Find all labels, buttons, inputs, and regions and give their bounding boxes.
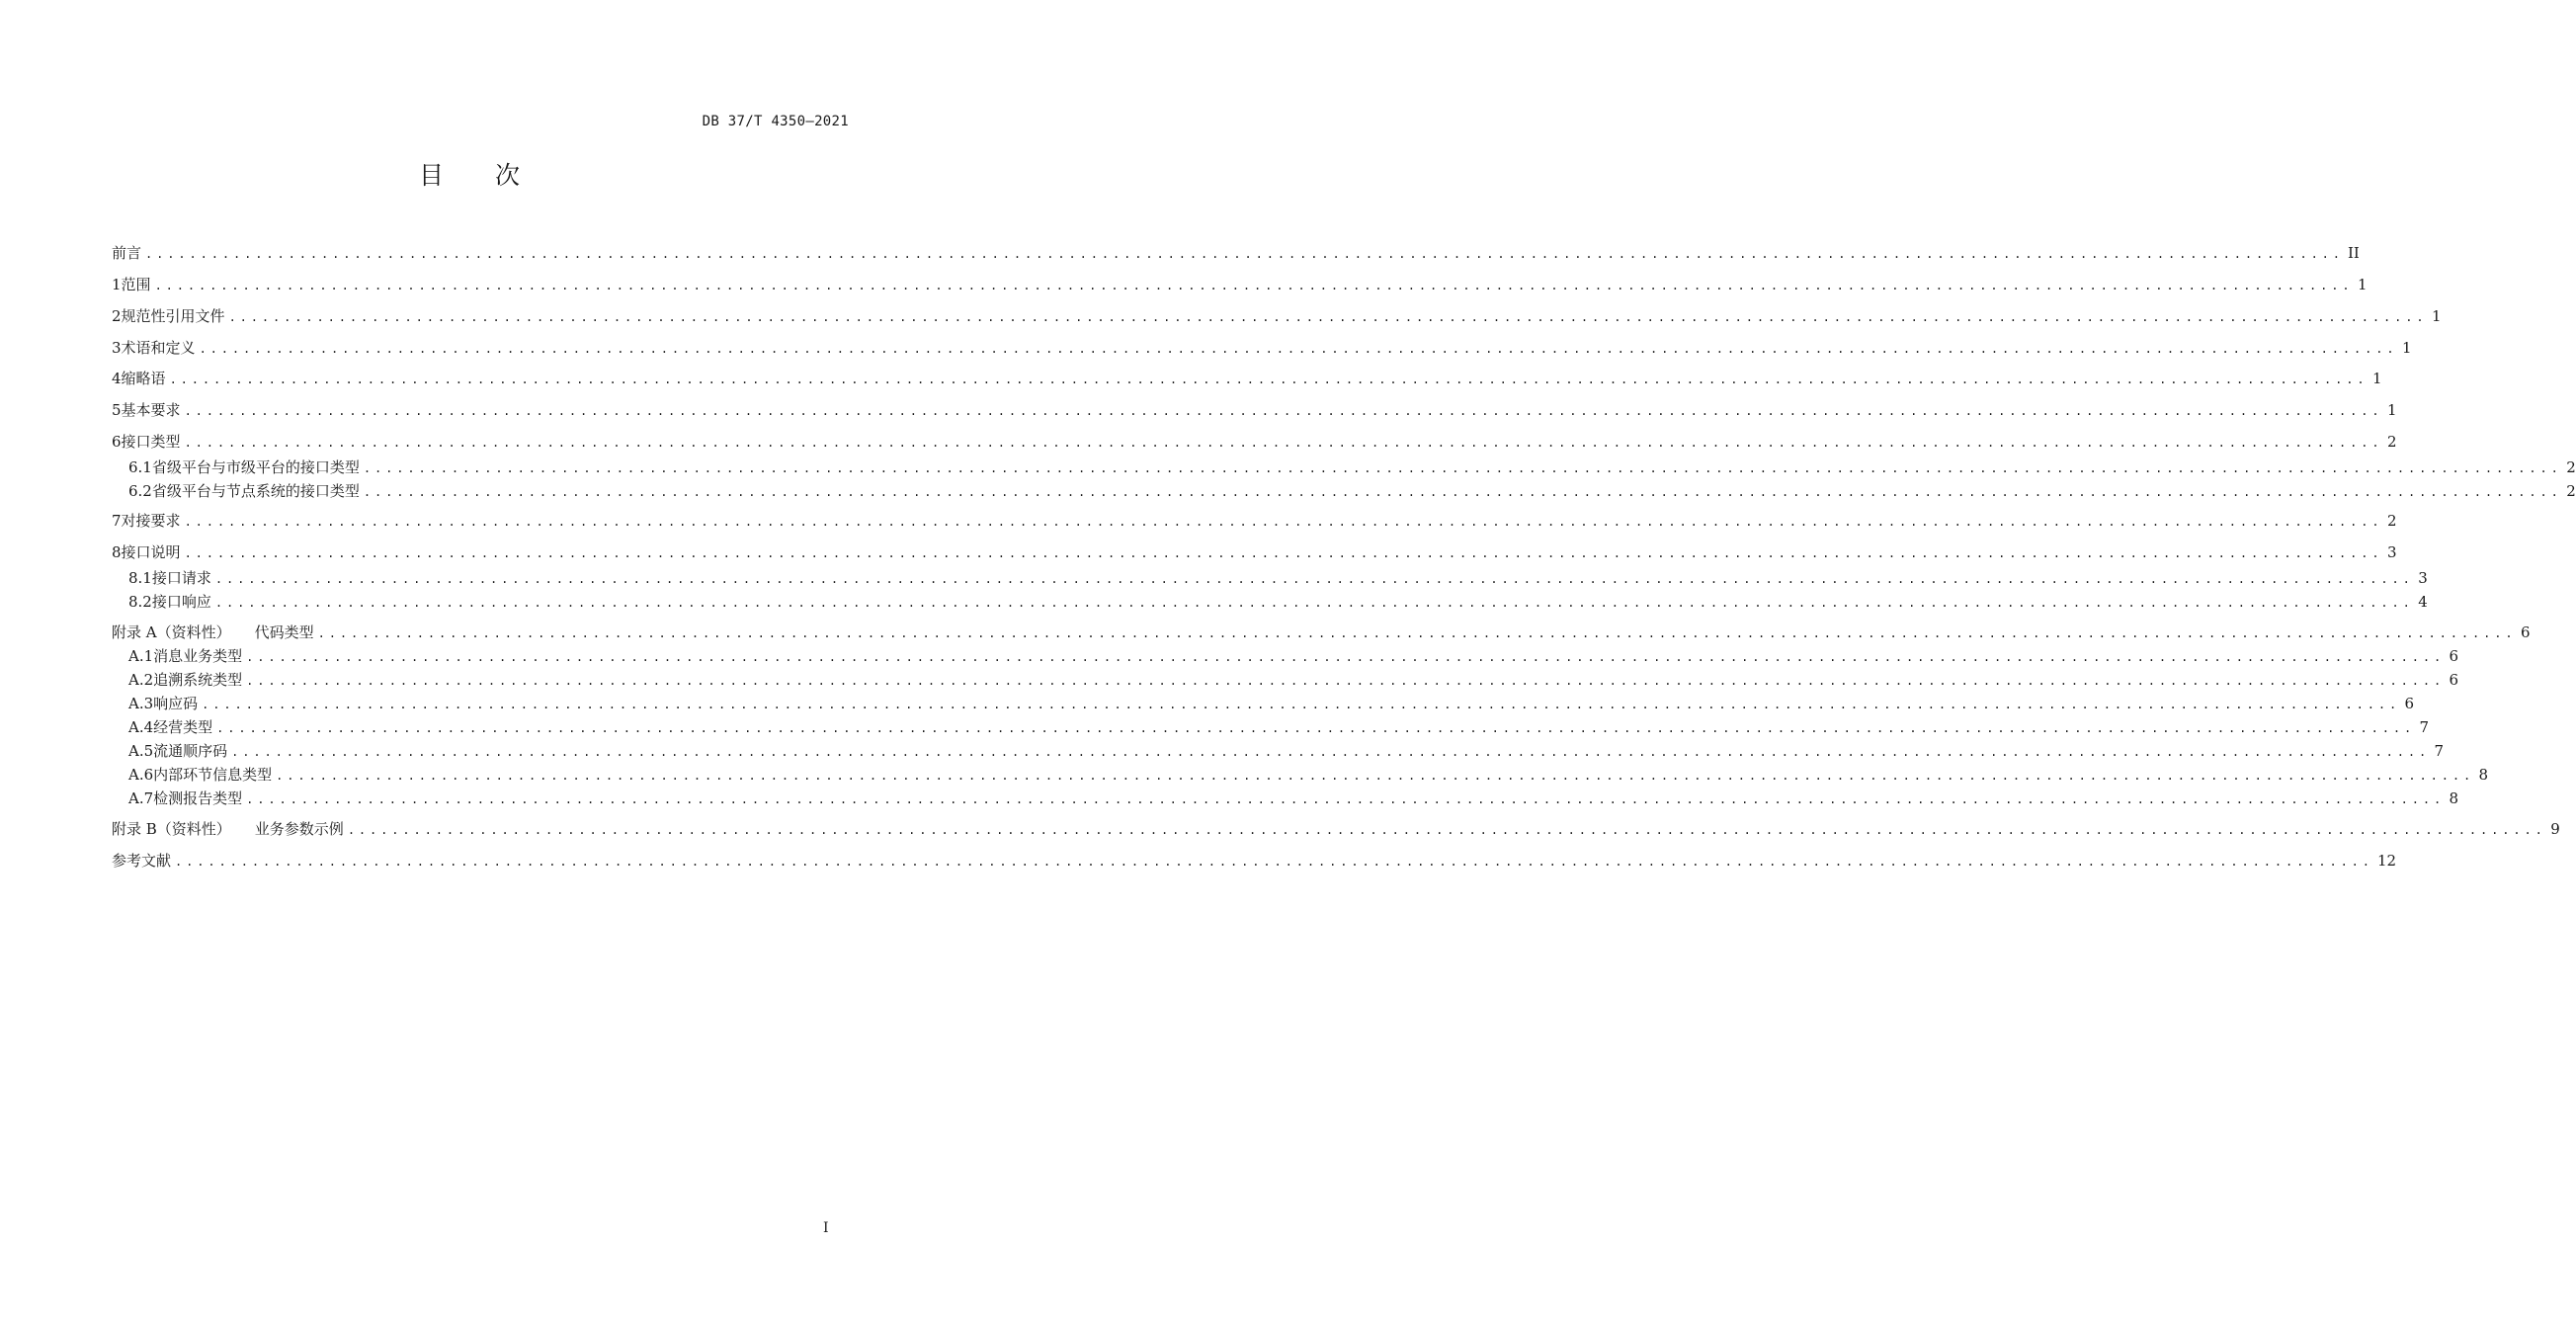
leader-dots: ........................................................................................................................................................................................................ <box>363 485 2562 499</box>
toc-entry-page: 8 <box>2449 789 2459 807</box>
leader-dots: ........................................................................................................................................................................................................ <box>199 342 2398 356</box>
toc-entry-number: 附录 B（资料性） <box>112 820 231 838</box>
toc-entry[interactable] <box>112 788 2459 809</box>
leader-dots: ........................................................................................................................................................................................................ <box>175 855 2373 869</box>
toc-entry-label: 基本要求 <box>121 401 181 419</box>
leader-dots: ........................................................................................................................................................................................................ <box>347 823 2546 837</box>
toc-entry-label: 对接要求 <box>121 512 181 530</box>
toc-entry[interactable] <box>112 850 2397 872</box>
toc-entry[interactable] <box>112 399 2397 421</box>
toc-entry-page: 1 <box>2401 339 2412 357</box>
leader-dots: ........................................................................................................................................................................................................ <box>184 515 2383 529</box>
leader-dots: ........................................................................................................................................................................................................ <box>246 650 2446 664</box>
toc-entry-label: 参考文献 <box>112 852 172 870</box>
toc-entry-page: 3 <box>2418 569 2428 587</box>
toc-entry-label: 流通顺序码 <box>153 742 228 760</box>
toc-entry[interactable] <box>112 368 2382 389</box>
toc-entry[interactable] <box>112 274 2368 295</box>
toc-entry-label: 接口说明 <box>121 543 181 561</box>
toc-entry[interactable] <box>112 337 2412 359</box>
toc-entry[interactable] <box>112 645 2459 667</box>
toc-entry-label: 接口请求 <box>151 569 211 587</box>
leader-dots: ........................................................................................................................................................................................................ <box>231 745 2431 759</box>
toc-entry[interactable] <box>112 669 2459 691</box>
toc-entry-label: 术语和定义 <box>121 339 196 357</box>
toc-entry-number: A.1 <box>128 647 154 665</box>
leader-dots: ........................................................................................................................................................................................................ <box>363 461 2562 475</box>
leader-dots: ........................................................................................................................................................................................................ <box>154 279 2354 292</box>
leader-dots: ........................................................................................................................................................................................................ <box>214 572 2414 586</box>
leader-dots: ........................................................................................................................................................................................................ <box>214 596 2414 610</box>
toc-entry-number: 附录 A（资料性） <box>112 623 231 641</box>
toc-entry-label: 缩略语 <box>121 370 166 387</box>
toc-entry[interactable] <box>112 510 2397 532</box>
page-number: I <box>823 1220 829 1236</box>
toc-entry-label: 经营类型 <box>153 718 213 736</box>
toc-entry-page: 6 <box>2449 647 2459 665</box>
toc-entry[interactable] <box>112 305 2442 327</box>
toc-entry-number: A.6 <box>128 766 154 784</box>
toc-entry-number: 8.2 <box>128 593 152 611</box>
toc-entry-number: 8.1 <box>128 569 152 587</box>
toc-entry-label: 业务参数示例 <box>254 820 344 838</box>
leader-dots: ........................................................................................................................................................................................................ <box>246 792 2446 806</box>
toc-entry-label: 消息业务类型 <box>153 647 243 665</box>
leader-dots: ........................................................................................................................................................................................................ <box>228 310 2428 324</box>
toc-entry-label: 内部环节信息类型 <box>153 766 273 784</box>
document-code: DB 37/T 4350—2021 <box>702 114 849 129</box>
toc-entry-page: 2 <box>2386 512 2397 530</box>
toc-entry-page: 7 <box>2434 742 2445 760</box>
toc-entry[interactable] <box>112 456 2576 478</box>
toc-entry-page: 12 <box>2376 852 2397 870</box>
toc-entry-page: 1 <box>2371 370 2382 387</box>
toc-entry-label: 追溯系统类型 <box>153 671 243 689</box>
toc-entry[interactable] <box>112 541 2397 563</box>
title-char-1: 目 <box>418 161 444 190</box>
toc-entry-page: 7 <box>2419 718 2430 736</box>
toc-entry-page: II <box>2347 244 2360 262</box>
toc-entry[interactable] <box>112 764 2489 786</box>
toc-entry-page: 4 <box>2418 593 2428 611</box>
toc-entry-label: 省级平台与市级平台的接口类型 <box>151 458 360 476</box>
leader-dots: ........................................................................................................................................................................................................ <box>184 546 2383 560</box>
toc-entry-label: 检测报告类型 <box>153 789 243 807</box>
toc-entry-page: 1 <box>2357 276 2368 293</box>
toc-entry-number: A.3 <box>128 695 154 712</box>
leader-dots: ........................................................................................................................................................................................................ <box>317 626 2517 640</box>
toc-entry[interactable] <box>112 740 2445 762</box>
toc-entry-page: 1 <box>2386 401 2397 419</box>
toc-entry-label: 规范性引用文件 <box>121 307 225 325</box>
leader-dots: ........................................................................................................................................................................................................ <box>202 698 2401 711</box>
toc-entry-number: A.4 <box>128 718 154 736</box>
toc-entry-page: 9 <box>2550 820 2560 838</box>
toc-entry-number: 5 <box>112 401 122 419</box>
toc-entry-label: 接口类型 <box>121 433 181 451</box>
toc-entry[interactable] <box>112 480 2576 502</box>
toc-entry[interactable] <box>112 818 2560 840</box>
toc-entry-page: 2 <box>2566 458 2576 476</box>
leader-dots: ........................................................................................................................................................................................................ <box>184 436 2383 450</box>
toc-entry-page: 2 <box>2566 482 2576 500</box>
toc-entry-page: 8 <box>2478 766 2489 784</box>
leader-dots: ........................................................................................................................................................................................................ <box>276 769 2475 783</box>
toc-entry-label: 代码类型 <box>254 623 314 641</box>
toc-entry[interactable] <box>112 242 2360 264</box>
toc-entry-number: 6.2 <box>128 482 152 500</box>
toc-entry-number: A.5 <box>128 742 154 760</box>
toc-entry[interactable] <box>112 431 2397 453</box>
toc-entry-number: 8 <box>112 543 122 561</box>
toc-entry-number: 1 <box>112 276 122 293</box>
toc-entry-number: A.2 <box>128 671 154 689</box>
leader-dots: ........................................................................................................................................................................................................ <box>169 373 2368 386</box>
toc-entry[interactable] <box>112 716 2430 738</box>
toc-entry-number: 4 <box>112 370 122 387</box>
toc-entry-label: 省级平台与节点系统的接口类型 <box>151 482 360 500</box>
toc-entry[interactable] <box>112 567 2428 589</box>
toc-entry-number: 6 <box>112 433 122 451</box>
leader-dots: ........................................................................................................................................................................................................ <box>184 404 2383 418</box>
toc-entry-label: 接口响应 <box>151 593 211 611</box>
toc-entry-page: 1 <box>2431 307 2442 325</box>
page-title <box>0 156 939 192</box>
toc-entry[interactable] <box>112 622 2531 643</box>
toc-entry-page: 6 <box>2521 623 2531 641</box>
toc-entry-label: 响应码 <box>153 695 199 712</box>
toc-entry-number: 3 <box>112 339 122 357</box>
toc-entry-page: 3 <box>2386 543 2397 561</box>
toc-entry-label: 范围 <box>121 276 151 293</box>
title-char-2: 次 <box>495 161 521 190</box>
leader-dots: ........................................................................................................................................................................................................ <box>145 247 2344 261</box>
toc-entry-number: 6.1 <box>128 458 152 476</box>
toc-entry-number: 2 <box>112 307 122 325</box>
toc-entry-number: 7 <box>112 512 122 530</box>
toc-entry-label: 前言 <box>112 244 142 262</box>
leader-dots: ........................................................................................................................................................................................................ <box>246 674 2446 688</box>
toc-entry-page: 6 <box>2404 695 2415 712</box>
leader-dots: ........................................................................................................................................................................................................ <box>216 721 2416 735</box>
toc-entry-page: 6 <box>2449 671 2459 689</box>
toc-entry-number: A.7 <box>128 789 154 807</box>
toc-entry-page: 2 <box>2386 433 2397 451</box>
toc-entry[interactable] <box>112 591 2428 613</box>
toc-entry[interactable] <box>112 693 2415 714</box>
